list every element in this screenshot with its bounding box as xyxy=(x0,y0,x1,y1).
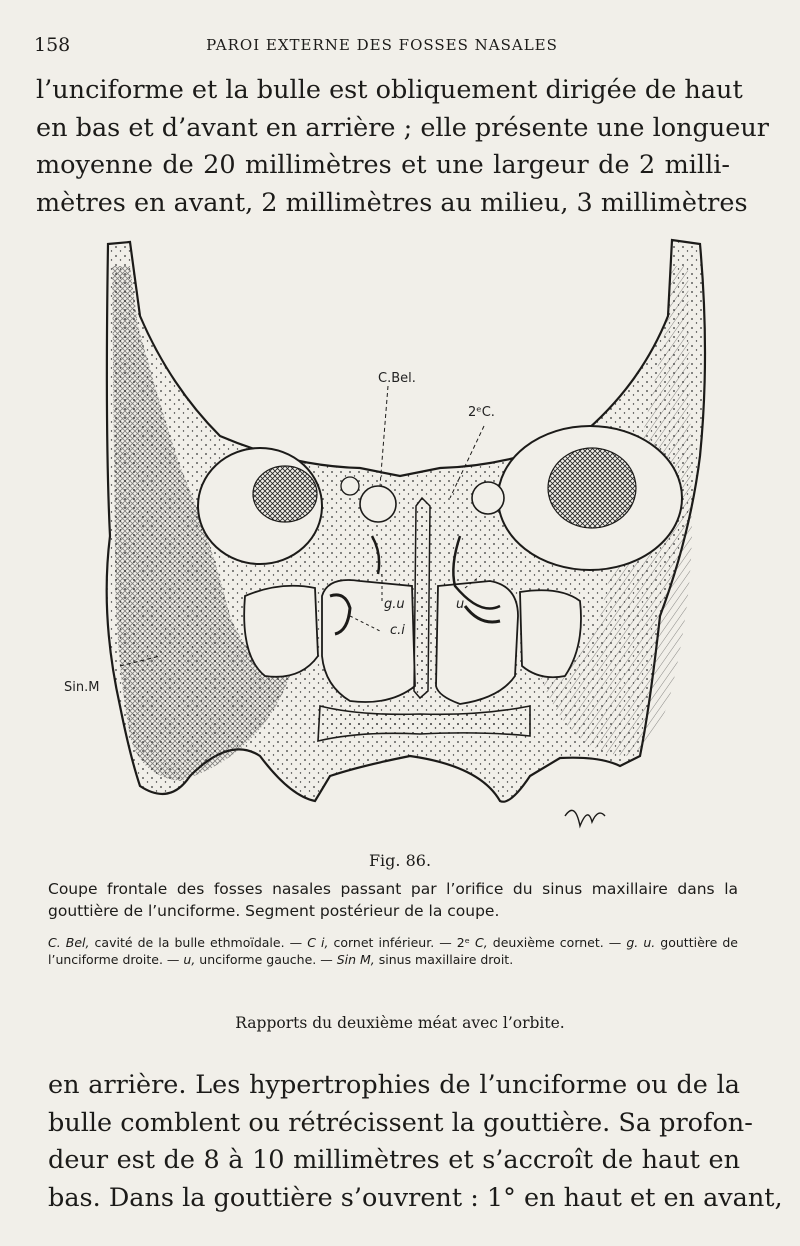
label-sin-m: Sin.M xyxy=(64,680,100,695)
legend-text: cavité de la bulle ethmoïdale. — xyxy=(89,935,308,950)
body-paragraph-top xyxy=(36,72,770,222)
figure-caption xyxy=(48,878,738,968)
label-u: u xyxy=(456,597,465,612)
skull-section-drawing xyxy=(60,236,740,846)
legend-text: sinus maxillaire droit. xyxy=(374,952,514,967)
legend-abbr: g. u. xyxy=(626,935,656,950)
label-second-c: 2ᵉC. xyxy=(468,405,495,420)
right-nasal-fossa xyxy=(436,581,518,704)
label-ci: c.i xyxy=(390,623,405,638)
label-c-bel: C.Bel. xyxy=(378,371,416,386)
figure-number: Fig. 86. xyxy=(368,851,432,870)
text-line: en arrière. Les hypertrophies de l’unciforme ou de la xyxy=(48,1070,740,1100)
text-line: en bas et d’avant en arrière ; elle présente une longueur xyxy=(36,112,770,143)
legend-text: deuxième cornet. — xyxy=(487,935,627,950)
text-line: mètres en avant, 2 millimètres au milieu, 3 millimètres xyxy=(36,187,748,218)
bulla-cell xyxy=(360,486,396,522)
page-header xyxy=(34,34,730,58)
right-orbit-shadow xyxy=(548,448,636,528)
running-title: PAROI EXTERNE DES FOSSES NASALES xyxy=(206,36,558,54)
legend-abbr: u, xyxy=(183,952,196,967)
ethmoid-cell xyxy=(341,477,359,495)
text-line: deur est de 8 à 10 millimètres et s’accroît de haut en xyxy=(48,1145,740,1175)
left-orbit-shadow xyxy=(253,466,317,522)
label-gu: g.u xyxy=(384,597,405,612)
left-maxillary-sinus xyxy=(244,586,318,677)
body-paragraph-bottom xyxy=(48,1067,783,1217)
artist-signature xyxy=(565,810,605,826)
anatomical-illustration xyxy=(60,236,740,846)
figure-subtitle: Rapports du deuxième méat avec l’orbite. xyxy=(235,1014,565,1032)
legend-text: unciforme gauche. — xyxy=(195,952,337,967)
text-line: bas. Dans la gouttière s’ouvrent : 1° en haut et en avant, xyxy=(48,1182,783,1213)
text-line: l’unciforme et la bulle est obliquement dirigée de haut xyxy=(36,75,743,105)
page-number: 158 xyxy=(34,34,71,56)
ethmoid-cell xyxy=(472,482,504,514)
legend-abbr: Sin M, xyxy=(336,952,375,967)
right-maxillary-sinus xyxy=(520,590,581,677)
legend-abbr: C. Bel, xyxy=(48,935,90,950)
legend-text: cornet inférieur. — 2ᵉ xyxy=(328,935,476,950)
caption-text: Coupe frontale des fosses nasales passant par l’orifice du sinus maxillaire dans la gouttière de l’unciforme. Segment postérieur de la coupe. xyxy=(48,880,738,920)
legend-text: gouttière de l’unciforme droite. — xyxy=(48,935,739,967)
legend-abbr: C i, xyxy=(307,935,329,950)
nasal-septum xyxy=(414,498,430,698)
text-line: moyenne de 20 millimètres et une largeur de 2 milli- xyxy=(36,150,730,180)
legend-abbr: C, xyxy=(475,935,488,950)
text-line: bulle comblent ou rétrécissent la gouttière. Sa profon- xyxy=(48,1107,753,1138)
caption-legend xyxy=(48,934,738,968)
